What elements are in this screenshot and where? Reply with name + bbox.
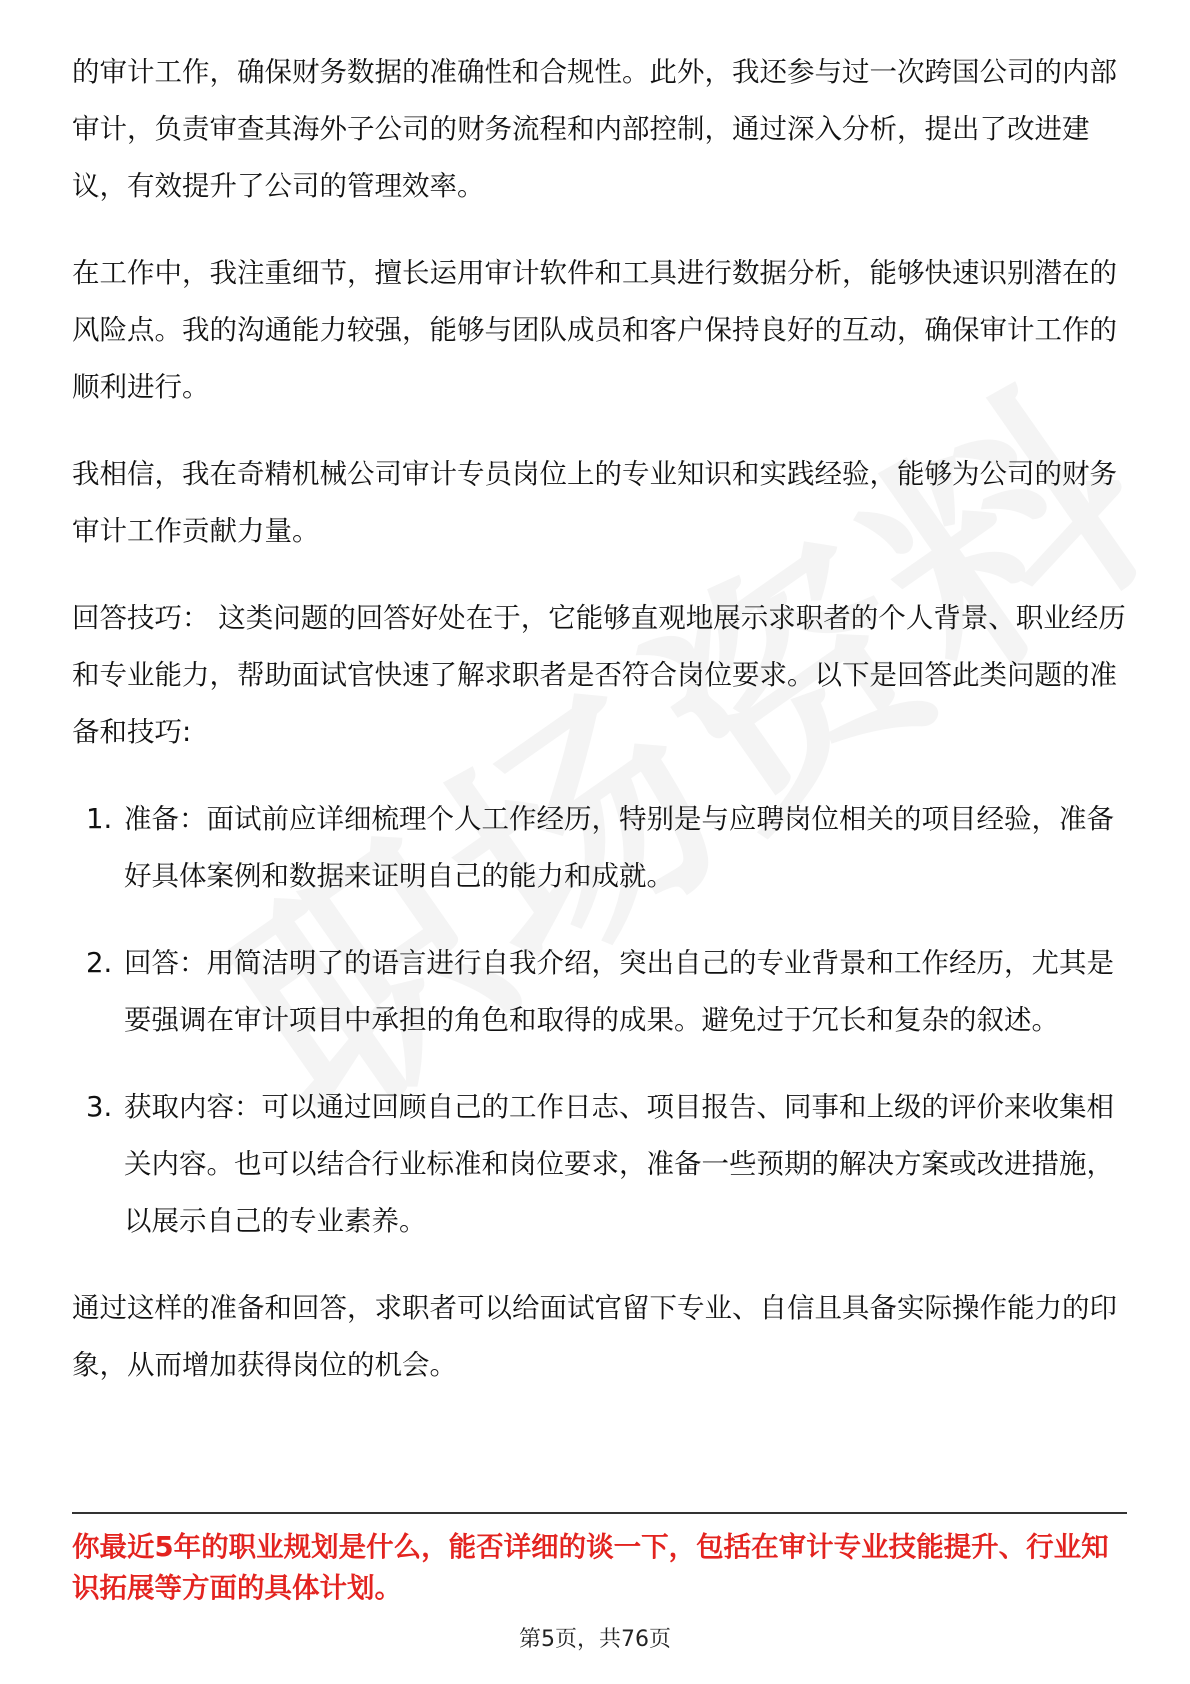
list-item	[72, 791, 1127, 905]
paragraph-strengths: 在工作中，我注重细节，擅长运用审计软件和工具进行数据分析，能够快速识别潜在的风险点。我的沟通能力较强，能够与团队成员和客户保持良好的互动，确保审计工作的顺利进行。	[72, 257, 1117, 403]
paragraph-belief: 我相信，我在奇精机械公司审计专员岗位上的专业知识和实践经验，能够为公司的财务审计工作贡献力量。	[72, 458, 1117, 547]
tips-list	[72, 791, 1127, 1250]
list-item-number: 2.	[86, 947, 113, 979]
section-divider	[72, 1512, 1127, 1514]
list-item-number: 1.	[86, 803, 113, 835]
document-body	[72, 44, 1127, 1424]
next-question-heading: 你最近5年的职业规划是什么，能否详细的谈一下，包括在审计专业技能提升、行业知识拓展等方面的具体计划。	[72, 1531, 1109, 1604]
list-item-text: 获取内容：可以通过回顾自己的工作日志、项目报告、同事和上级的评价来收集相关内容。也可以结合行业标准和岗位要求，准备一些预期的解决方案或改进措施，以展示自己的专业素养。	[124, 1091, 1114, 1237]
list-item-text: 准备：面试前应详细梳理个人工作经历，特别是与应聘岗位相关的项目经验，准备好具体案例和数据来证明自己的能力和成就。	[124, 803, 1114, 892]
list-item-number: 3.	[86, 1091, 113, 1123]
paragraph-closing: 通过这样的准备和回答，求职者可以给面试官留下专业、自信且具备实际操作能力的印象，从而增加获得岗位的机会。	[72, 1292, 1117, 1381]
paragraph-answer-tips: 回答技巧： 这类问题的回答好处在于，它能够直观地展示求职者的个人背景、职业经历和专业能力，帮助面试官快速了解求职者是否符合岗位要求。以下是回答此类问题的准备和技巧:	[72, 602, 1126, 748]
list-item-text: 回答：用简洁明了的语言进行自我介绍，突出自己的专业背景和工作经历，尤其是要强调在审计项目中承担的角色和取得的成果。避免过于冗长和复杂的叙述。	[124, 947, 1114, 1036]
page-number: 第5页，共76页	[519, 1627, 671, 1652]
paragraph-experience: 的审计工作，确保财务数据的准确性和合规性。此外，我还参与过一次跨国公司的内部审计，负责审查其海外子公司的财务流程和内部控制，通过深入分析，提出了改进建议，有效提升了公司的管理效率。	[72, 56, 1117, 202]
list-item	[72, 935, 1127, 1049]
list-item	[72, 1079, 1127, 1250]
